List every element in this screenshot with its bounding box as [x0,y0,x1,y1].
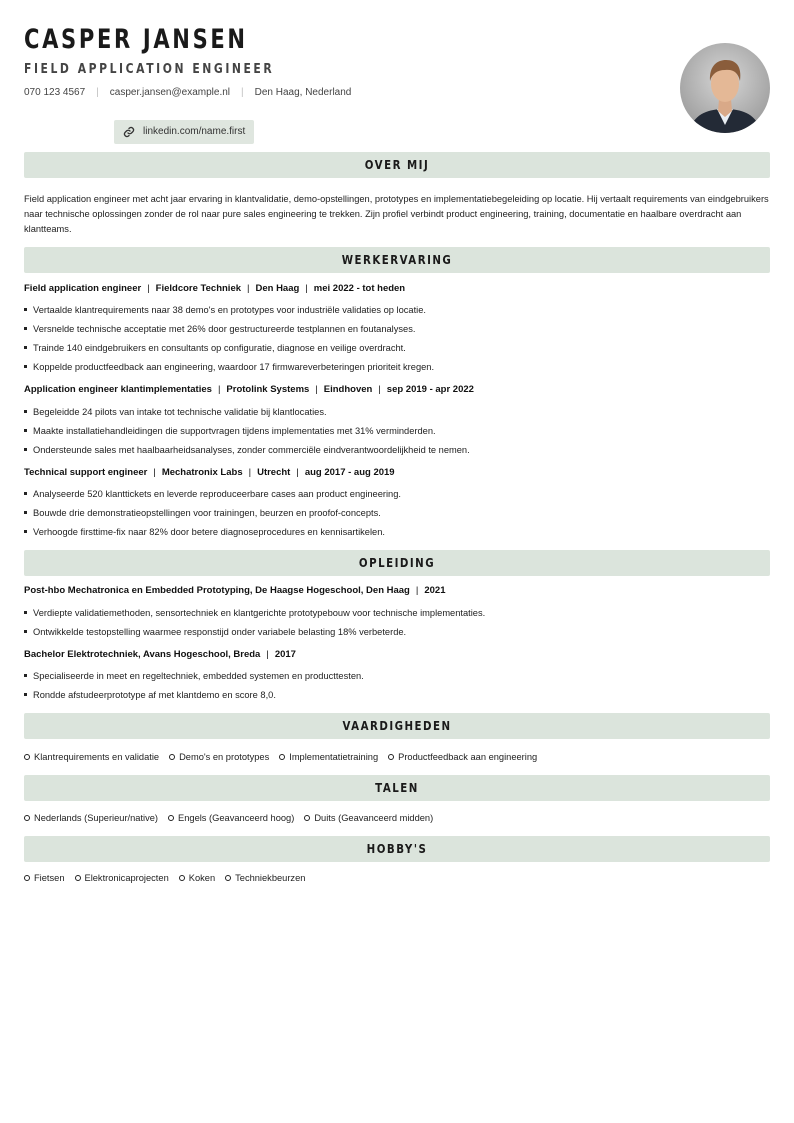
skill-item: Productfeedback aan engineering [388,750,537,764]
about-text: Field application engineer met acht jaar ervaring in klantvalidatie, demo-opstellingen, prototypes en implementatiebegeleiding op locatie. Hij vertaalt requirements van eindgebruikers naar technische oplossingen zonder de rol naar pure sales engineering te trekken. Zijn profiel verbindt product engineering, training, documentatie en haalbare overdracht aan klantteams. [24,194,769,234]
list-item: Bouwde drie demonstratieopstellingen voor trainingen, beurzen en proofof-concepts. [24,506,381,520]
location: Den Haag, Nederland [254,87,352,98]
job-heading: Field application engineer | Fieldcore Techniek | Den Haag | mei 2022 - tot heden [24,283,406,294]
hobby-item: Koken [179,871,215,885]
section-header-skills [24,713,770,739]
skill-item: Implementatietraining [279,750,378,764]
skill-item: Demo's en prototypes [169,750,269,764]
hobby-item: Techniekbeurzen [225,871,305,885]
section-title: TALEN [375,780,419,795]
list-item: Versnelde technische acceptatie met 26% door gestructureerde testplannen en foutanalyses. [24,322,415,336]
job-period: mei 2022 - tot heden [313,283,406,294]
job-company: Protolink Systems [226,384,310,395]
education-heading: Post-hbo Mechatronica en Embedded Prototyping, De Haagse Hogeschool, Den Haag | 2021 [24,585,446,596]
link-icon [123,126,135,138]
hobby-item: Elektronicaprojecten [75,871,169,885]
candidate-name: CASPER JANSEN [24,24,248,55]
section-title: WERKERVARING [341,252,453,267]
list-item: Begeleidde 24 pilots van intake tot technische validatie bij klantlocaties. [24,405,327,419]
language-item: Duits (Geavanceerd midden) [304,811,433,825]
list-item: Ondersteunde sales met haalbaarheidsanalyses, zonder commerciële eindverantwoordelijkheid te nemen. [24,443,470,457]
section-header-hobbies [24,836,770,862]
education-year: 2021 [424,585,446,596]
list-item: Maakte installatiehandleidingen die supportvragen tijdens implementaties met 31% verminderden. [24,424,436,438]
education-title: Bachelor Elektrotechniek, Avans Hogeschool, Breda [24,649,261,660]
section-title: HOBBY'S [366,841,428,856]
language-item: Nederlands (Superieur/native) [24,811,158,825]
list-item: Specialiseerde in meet en regeltechniek, embedded systemen en producttesten. [24,669,364,683]
section-title: VAARDIGHEDEN [342,718,452,733]
hobby-item: Fietsen [24,871,65,885]
education-year: 2017 [274,649,296,660]
languages-list [24,811,443,825]
skill-item: Klantrequirements en validatie [24,750,159,764]
contact-line [24,86,351,100]
list-item: Koppelde productfeedback aan engineering, waardoor 17 firmwareverbeteringen prioriteit kregen. [24,360,434,374]
section-header-languages [24,775,770,801]
skills-list [24,750,547,764]
job-city: Den Haag [255,283,300,294]
list-item: Vertaalde klantrequirements naar 38 demo's en prototypes voor industriële validaties op locatie. [24,303,426,317]
email-address[interactable]: casper.jansen@example.nl [109,87,231,98]
job-role: Field application engineer [24,283,142,294]
job-role: Technical support engineer [24,467,148,478]
job-heading: Technical support engineer | Mechatronix Labs | Utrecht | aug 2017 - aug 2019 [24,467,395,478]
profile-photo [680,43,770,133]
divider: | [241,87,244,98]
divider: | [96,87,99,98]
job-title: FIELD APPLICATION ENGINEER [24,61,275,77]
list-item: Rondde afstudeerprototype af met klantdemo en score 8,0. [24,688,276,702]
job-role: Application engineer klantimplementaties [24,384,212,395]
job-period: aug 2017 - aug 2019 [304,467,395,478]
list-item: Trainde 140 eindgebruikers en consultants op configuratie, diagnose en veilige overdracht. [24,341,406,355]
job-company: Fieldcore Techniek [155,283,242,294]
section-header-education [24,550,770,576]
language-item: Engels (Geavanceerd hoog) [168,811,294,825]
section-title: OVER MIJ [364,157,430,172]
list-item: Verhoogde firsttime-fix naar 82% door betere diagnoseprocedures en kennisartikelen. [24,525,385,539]
phone-number[interactable]: 070 123 4567 [24,87,86,98]
section-header-about [24,152,770,178]
list-item: Verdiepte validatiemethoden, sensortechniek en klantgerichte prototypebouw voor technische implementaties. [24,606,485,620]
job-company: Mechatronix Labs [161,467,243,478]
education-title: Post-hbo Mechatronica en Embedded Prototyping, De Haagse Hogeschool, Den Haag [24,585,410,596]
education-heading: Bachelor Elektrotechniek, Avans Hogeschool, Breda | 2017 [24,649,296,660]
section-header-experience [24,247,770,273]
job-city: Utrecht [257,467,291,478]
job-period: sep 2019 - apr 2022 [386,384,474,395]
section-title: OPLEIDING [358,555,436,570]
list-item: Analyseerde 520 klanttickets en leverde reproduceerbare cases aan product engineering. [24,487,401,501]
hobbies-list [24,871,315,885]
linkedin-link[interactable] [114,120,254,144]
list-item: Ontwikkelde testopstelling waarmee responstijd onder variabele belasting 18% verbeterde. [24,625,406,639]
job-city: Eindhoven [323,384,373,395]
linkedin-url: linkedin.com/name.first [143,126,246,137]
job-heading: Application engineer klantimplementaties | Protolink Systems | Eindhoven | sep 2019 - apr 2022 [24,384,474,395]
